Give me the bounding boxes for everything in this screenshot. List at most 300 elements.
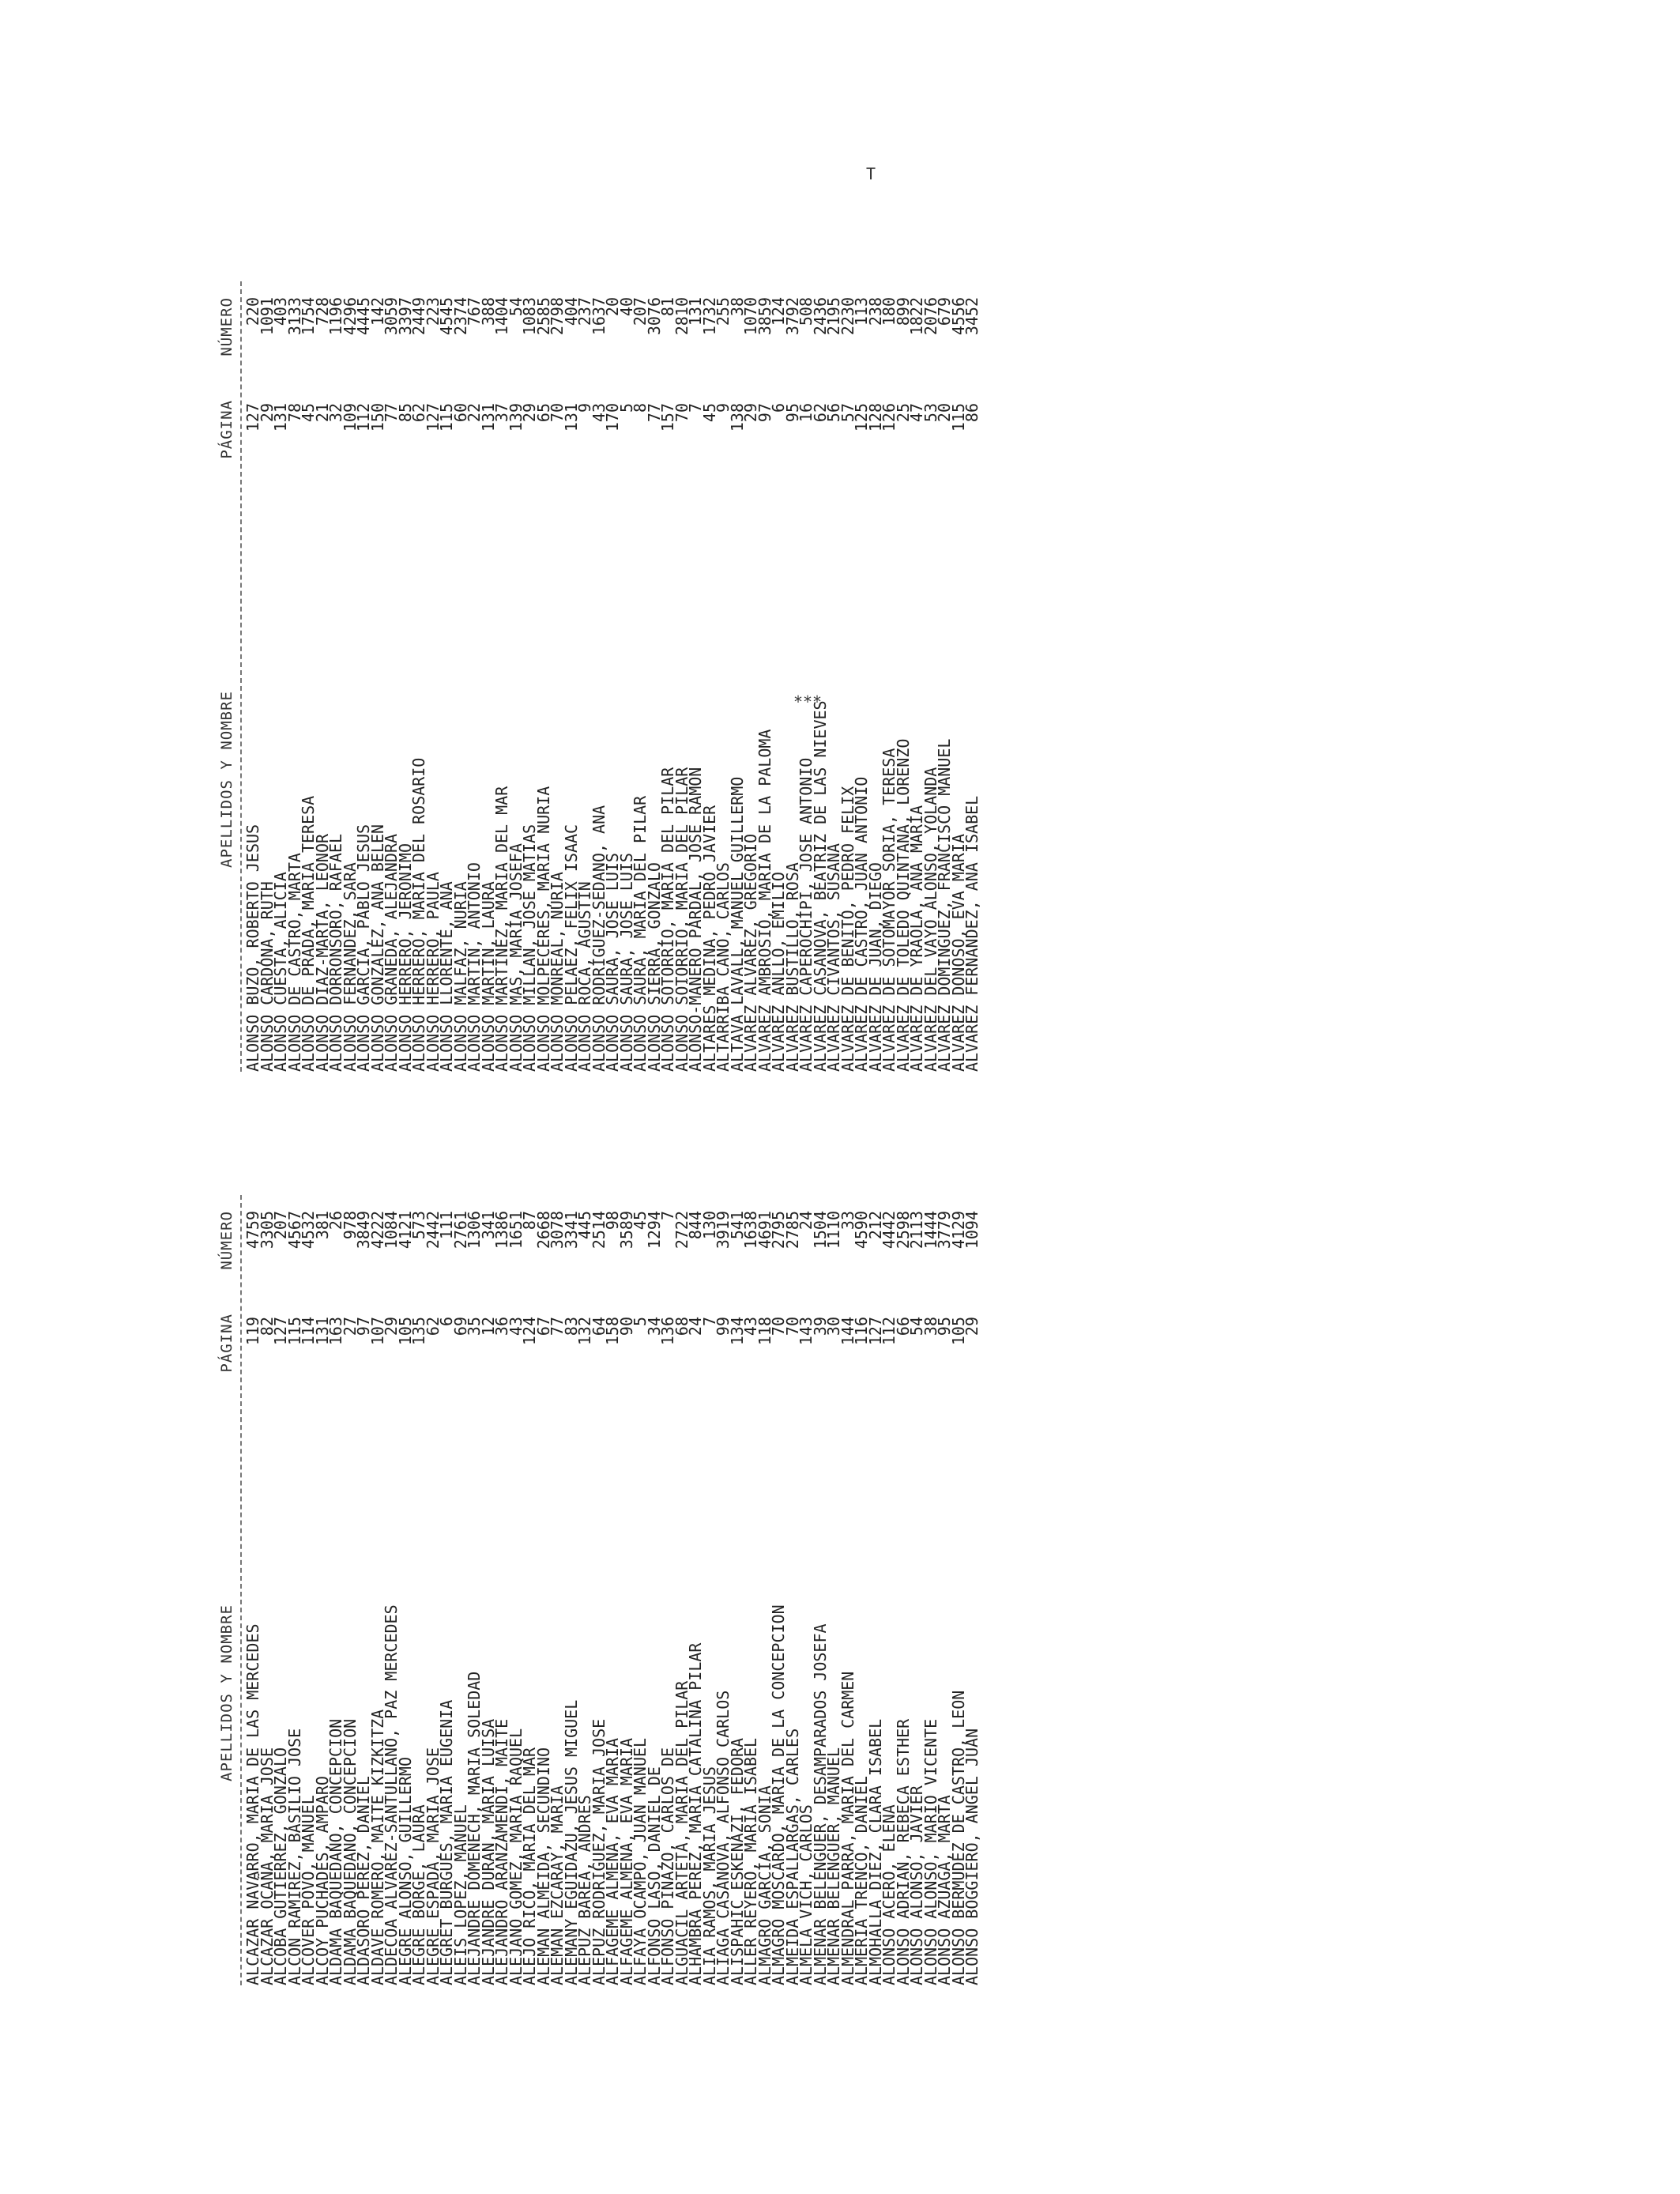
row-page: 158 — [603, 1317, 622, 1346]
row-name: ALONSO MALFAZ, NURIA — [450, 881, 470, 1072]
row-number: 142 — [367, 297, 387, 326]
row-name: ALEMAN EZCARAY, MARIA — [548, 1785, 567, 1985]
row-page: 77 — [548, 1317, 567, 1336]
row-number: 1294 — [644, 1211, 664, 1250]
row-page: 68 — [672, 1317, 691, 1336]
row-name: ALONSO ALONSO, JAVIER — [907, 1785, 926, 1985]
row-page: 37 — [492, 403, 511, 423]
row-name: ALFAYA OCAMPO, JUAN MANUEL — [631, 1737, 650, 1985]
row-number: 130 — [699, 1211, 719, 1240]
row-page: 124 — [520, 1317, 539, 1346]
row-name: ALONSO HERRERO, PAULA — [423, 872, 443, 1072]
row-number: 1306 — [465, 1211, 484, 1250]
row-number: 3919 — [714, 1211, 733, 1250]
row-page: 136 — [658, 1317, 677, 1346]
row-page: 56 — [824, 403, 843, 423]
row-name: ALVAREZ FERNANDEZ, ANA ISABEL — [962, 795, 981, 1072]
row-name: ALONSO MILLAN, JOSE MATIAS — [520, 824, 539, 1072]
row-number: 2795 — [769, 1211, 788, 1250]
row-name: ALONSO MARTINEZ, MARIA DEL MAR — [492, 786, 511, 1072]
row-name: ALEJANDRE DOMENECH, MARIA SOLEDAD — [465, 1671, 484, 1985]
row-page: 24 — [686, 1317, 705, 1336]
row-name: ALGUACIL ARTETA, MARIA DEL PILAR — [672, 1680, 691, 1985]
row-page: 7 — [699, 1317, 719, 1327]
row-number: 2514 — [589, 1211, 608, 1250]
right-header — [204, 139, 239, 1072]
row-page: 20 — [935, 403, 954, 423]
row-name: ALONSO GRAÑEDA, ALEJANDRA — [382, 833, 401, 1072]
row-number: 2442 — [423, 1211, 443, 1250]
row-name: ALCOVER POVO, MANUEL — [299, 1795, 318, 1985]
row-number: 3452 — [962, 297, 981, 336]
row-page: 43 — [741, 1317, 760, 1336]
row-page: 83 — [561, 1317, 581, 1336]
row-page: 78 — [284, 403, 304, 423]
row-number: 1444 — [921, 1211, 940, 1250]
row-number: 4442 — [880, 1211, 898, 1250]
row-name: ALISPAHIC ESKENAZI, FEDORA — [727, 1737, 747, 1985]
row-page: 163 — [326, 1317, 345, 1346]
left-column-block — [204, 1053, 980, 1985]
row-number: 3397 — [395, 297, 415, 336]
row-name: ALONSO BERMUDEZ DE CASTRO, LEON — [948, 1690, 968, 1985]
row-page: 82 — [257, 1317, 277, 1336]
row-number: 2449 — [409, 297, 428, 336]
row-number: 223 — [423, 297, 443, 326]
row-name: ALFAGEME ALMENA, EVA MARIA — [603, 1737, 622, 1985]
row-name: ALIAGA CASANOVA, ALFONSO CARLOS — [714, 1690, 733, 1985]
row-number: 1637 — [589, 297, 608, 336]
row-name: ALONSO FERNANDEZ, SARA — [340, 862, 360, 1072]
row-name: ALVAREZ DE CASTRO, JUAN ANTONIO — [852, 776, 871, 1072]
row-number: 2785 — [782, 1211, 802, 1250]
row-page: 77 — [382, 403, 401, 423]
row-number: 2230 — [838, 297, 857, 336]
row-number: 4222 — [367, 1211, 387, 1250]
left-rows — [243, 1053, 981, 1985]
row-page: 9 — [714, 403, 733, 413]
row-name: ALVAREZ AMBROSIO, MARIA DE LA PALOMA — [755, 729, 774, 1072]
row-number: 2113 — [907, 1211, 926, 1250]
row-page: 9 — [575, 403, 594, 413]
row-page: 6 — [437, 1317, 456, 1327]
header-rule — [240, 1195, 242, 1985]
header-page: PÁGINA — [218, 400, 235, 459]
row-page: 105 — [948, 1317, 968, 1346]
row-page: 22 — [465, 403, 484, 423]
row-number: 899 — [893, 297, 913, 326]
row-number: 1083 — [520, 297, 539, 336]
row-page: 115 — [284, 1317, 304, 1346]
row-page: 54 — [907, 1317, 926, 1336]
row-name: ALONSO BUZO, ROBERTO JESUS — [243, 824, 262, 1072]
row-page: 34 — [644, 1317, 664, 1336]
row-name: ALEPUZ RODRIGUEZ, MARIA JOSE — [589, 1718, 608, 1985]
row-name: ALONSO PELAEZ, FELIX ISAAC — [561, 824, 581, 1072]
row-name: ALONSO HERRERO, MARIA DEL ROSARIO — [409, 757, 428, 1072]
row-number: 1651 — [506, 1211, 525, 1250]
header-name: APELLIDOS Y NOMBRE — [218, 691, 235, 868]
row-number: 3133 — [284, 297, 304, 336]
row-page: 105 — [395, 1317, 415, 1346]
row-number: 220 — [243, 297, 262, 326]
row-page: 95 — [935, 1317, 954, 1336]
row-name: ALVAREZ BUSTILLO, ROSA — [782, 862, 802, 1072]
row-number: 404 — [561, 297, 581, 326]
row-page: 65 — [533, 403, 553, 423]
row-page: 134 — [727, 1317, 747, 1346]
row-name: ALVAREZ DE SOTOMAYOR SORIA, TERESA — [880, 748, 898, 1072]
row-number: 1091 — [257, 297, 277, 336]
row-page: 112 — [354, 403, 373, 432]
row-number: 3341 — [561, 1211, 581, 1250]
row-number: 4445 — [354, 297, 373, 336]
row-name: ALTAVA LAVALL, MANUEL GUILLERMO — [727, 776, 747, 1072]
row-page: 90 — [616, 1317, 636, 1336]
row-page: 115 — [437, 403, 456, 432]
row-name: ALONSO GARCIA, PABLO JESUS — [354, 824, 373, 1072]
row-number: 3792 — [782, 297, 802, 336]
row-number: 3779 — [935, 1211, 954, 1250]
row-number: 2195 — [824, 297, 843, 336]
row-number: 381 — [312, 1211, 332, 1240]
margin-mark-t: T — [865, 164, 876, 183]
row-name: ALDECOA ALVAREZ-SANTULLANO, PAZ MERCEDES — [382, 1604, 401, 1985]
row-name: ALEGRE BORGE, LAURA — [409, 1804, 428, 1985]
row-page: 21 — [312, 403, 332, 423]
row-number: 4567 — [284, 1211, 304, 1250]
row-number: 54 — [506, 297, 525, 317]
row-number: 767 — [465, 297, 484, 326]
row-number: 978 — [340, 1211, 360, 1240]
row-number: 2374 — [450, 297, 470, 336]
row-name: ALCOY PUCHADES, AMPARO — [312, 1776, 332, 1985]
row-page: 47 — [907, 403, 926, 423]
row-name: ALMENAR BELENGUER, DESAMPARADOS JOSEFA — [810, 1623, 830, 1985]
row-name: ALVAREZ DE JUAN, DIEGO — [865, 862, 885, 1072]
row-number: 1094 — [962, 1211, 981, 1250]
row-number: 2585 — [533, 297, 553, 336]
row-page: 131 — [312, 1317, 332, 1346]
row-page: 53 — [921, 403, 940, 423]
row-name: ALTARRIBA CANO, CARLOS — [714, 862, 733, 1072]
row-number: 844 — [686, 1211, 705, 1240]
row-name: ALCON RAMIREZ, BASILIO JOSE — [284, 1728, 304, 1985]
row-number: 1386 — [492, 1211, 511, 1250]
row-number: 111 — [437, 1211, 456, 1240]
row-page: 109 — [340, 403, 360, 432]
row-number: 2436 — [810, 297, 830, 336]
row-page: 127 — [271, 1317, 290, 1346]
row-number: 1732 — [699, 297, 719, 336]
row-number: 4296 — [340, 297, 360, 336]
row-number: 3076 — [644, 297, 664, 336]
row-page: 12 — [478, 1317, 498, 1336]
header-page: PÁGINA — [218, 1314, 235, 1373]
row-page: 127 — [243, 403, 262, 432]
row-name: ALVAREZ ALVAREZ, GREGORIO — [741, 833, 760, 1072]
row-number: 131 — [686, 297, 705, 326]
row-page: 112 — [880, 1317, 898, 1346]
row-number: 1504 — [810, 1211, 830, 1250]
row-number: 4532 — [299, 1211, 318, 1250]
row-page: 85 — [395, 403, 415, 423]
row-page: 67 — [533, 1317, 553, 1336]
row-name: ALCOBA GUTIERREZ, GONZALO — [271, 1747, 290, 1985]
row-page: 62 — [810, 403, 830, 423]
row-name: ALDAMA BAQUEDANO, CONCEPCION — [340, 1718, 360, 1985]
row-name: ALMENAR BELENGUER, MANUEL — [824, 1747, 843, 1985]
row-page: 35 — [465, 1317, 484, 1336]
row-page: 38 — [921, 1317, 940, 1336]
row-name: ALMELA VICH, CARLOS — [797, 1804, 816, 1985]
row-name: ALONSO SOTORRIO, MARIA DEL PILAR — [658, 767, 677, 1072]
row-page: 69 — [450, 1317, 470, 1336]
row-number: 124 — [769, 297, 788, 326]
row-name: ALONSO MONREAL, NURIA — [548, 872, 567, 1072]
row-page: 29 — [741, 403, 760, 423]
row-name: ALLER REYERO, MARIA ISABEL — [741, 1737, 760, 1985]
row-name: ALONSO CARDONA, RUTH — [257, 881, 277, 1072]
row-number: 207 — [271, 1211, 290, 1240]
row-page: 43 — [506, 1317, 525, 1336]
row-name: ALEGRE ESPADA, MARIA JOSE — [423, 1747, 443, 1985]
row-number: 2722 — [672, 1211, 691, 1250]
row-page: 135 — [409, 1317, 428, 1346]
row-page: 62 — [409, 403, 428, 423]
row-page: 126 — [880, 403, 898, 432]
row-number: 1822 — [907, 297, 926, 336]
row-page: 36 — [492, 1317, 511, 1336]
row-name: ALONSO SAURA, JOSE LUIS — [616, 853, 636, 1072]
list-row — [962, 1053, 981, 1985]
row-number: 2076 — [921, 297, 940, 336]
row-page: 131 — [478, 403, 498, 432]
row-name: ALONSO ALONSO, MARIO VICENTE — [921, 1718, 940, 1985]
row-number: 4691 — [755, 1211, 774, 1250]
list-row — [962, 139, 981, 1072]
row-page: 127 — [865, 1317, 885, 1346]
row-number: 255 — [714, 297, 733, 326]
row-name: ALEMANY EGUIDAZU, JESUS MIGUEL — [561, 1699, 581, 1985]
row-name: ALONSO MAS, MARIA JOSEFA — [506, 843, 525, 1072]
row-page: 66 — [893, 1317, 913, 1336]
row-name: ALONSO MARTIN, ANTONIO — [465, 862, 484, 1072]
row-number: 4556 — [948, 297, 968, 336]
row-number: 26 — [326, 1211, 345, 1231]
row-page: 6 — [769, 403, 788, 413]
row-page: 138 — [727, 403, 747, 432]
header-number: NÚMERO — [218, 297, 235, 356]
row-name: ALONSO HERRERO, JERONIMO — [395, 843, 415, 1072]
row-number: 2761 — [450, 1211, 470, 1250]
row-page: 144 — [838, 1317, 857, 1346]
row-number: 508 — [797, 297, 816, 326]
row-name: ALVAREZ DE TOLEDO QUINTANA, LORENZO — [893, 738, 913, 1072]
row-page: 99 — [714, 1317, 733, 1336]
row-number: 679 — [935, 297, 954, 326]
row-name: ALDAMA BAQUEDANO, CONCEPCION — [326, 1718, 345, 1985]
row-number: 24 — [797, 1211, 816, 1231]
row-name: ALVAREZ CIVANTOS, SUSANA — [824, 843, 843, 1072]
row-page: 39 — [810, 1317, 830, 1336]
row-number: 87 — [520, 1211, 539, 1231]
row-name: ALONSO DE CASTRO, MARTA — [284, 853, 304, 1072]
row-number: 81 — [658, 297, 677, 317]
row-number: 4121 — [395, 1211, 415, 1250]
row-name: ALONSO DIAZ-MARTA, LEONOR — [312, 833, 332, 1072]
row-name: ALONSO DE PRADA, MARIA TERESA — [299, 795, 318, 1072]
row-number: 238 — [865, 297, 885, 326]
row-name: ALEPUZ BAREA, ANDRES — [575, 1795, 594, 1985]
row-page: 32 — [326, 403, 345, 423]
row-number: 4759 — [243, 1211, 262, 1250]
row-number: 3589 — [616, 1211, 636, 1250]
row-page: 70 — [548, 403, 567, 423]
row-number: 45 — [631, 1211, 650, 1231]
row-name: ALVAREZ DE BENITO, PEDRO FELIX — [838, 786, 857, 1072]
header-number: NÚMERO — [218, 1211, 235, 1270]
row-page: 70 — [782, 1317, 802, 1336]
row-name: ALVAREZ DEL VAYO ALONSO, YOLANDA — [921, 767, 940, 1072]
right-rows — [243, 139, 981, 1072]
row-page: 97 — [755, 403, 774, 423]
row-page: 116 — [852, 1317, 871, 1346]
row-number: 1404 — [492, 297, 511, 336]
header-rule — [240, 281, 242, 1072]
row-name: ALONSO MARTIN, LAURA — [478, 881, 498, 1072]
row-name: ALFONSO PINAZO, CARLOS DE — [658, 1747, 677, 1985]
row-page: 64 — [589, 1317, 608, 1336]
row-name: ALONSO LLORENTE, ANA — [437, 881, 456, 1072]
header-name: APELLIDOS Y NOMBRE — [218, 1604, 235, 1781]
row-page: 157 — [658, 403, 677, 432]
row-page: 62 — [423, 1317, 443, 1336]
row-page: 29 — [520, 403, 539, 423]
row-page: 29 — [257, 403, 277, 423]
row-number: 4590 — [852, 1211, 871, 1250]
row-name: ALIA RAMOS, MARIA JESUS — [699, 1766, 719, 1985]
row-page: 170 — [603, 403, 622, 432]
row-number: 1084 — [382, 1211, 401, 1250]
row-number: 541 — [727, 1211, 747, 1240]
row-page: 118 — [755, 1317, 774, 1346]
row-name: ALMENDRAL PARRA, MARIA DEL CARMEN — [838, 1671, 857, 1985]
row-number: 180 — [880, 297, 898, 326]
row-name: ALEGRE ALONSO, GUILLERMO — [395, 1757, 415, 1985]
row-page: 57 — [838, 403, 857, 423]
row-name: ALONSO-MAÑERO PARDAL, JOSE RAMON — [686, 767, 705, 1072]
row-name: ALCAZAR OCAÑA, MARIA JOSE — [257, 1747, 277, 1985]
row-name: ALEMAN ALMEIDA, SECUNDINO — [533, 1747, 553, 1985]
row-name: ALONSO ROCA, AGUSTIN — [575, 881, 594, 1072]
row-number: 40 — [616, 297, 636, 317]
row-page: 60 — [450, 403, 470, 423]
row-page: 29 — [962, 1317, 981, 1336]
row-name: ALMAGRO GARCIA, SONIA — [755, 1785, 774, 1985]
row-number: 3859 — [755, 297, 774, 336]
row-page: 125 — [852, 403, 871, 432]
row-number: 1196 — [326, 297, 345, 336]
row-page: 114 — [299, 1317, 318, 1346]
row-page: 77 — [644, 403, 664, 423]
row-number: 1110 — [824, 1211, 843, 1250]
row-name: ALEIS LOPEZ, MANUEL — [450, 1804, 470, 1985]
row-name: ALVAREZ ANLLO, EMILIO — [769, 872, 788, 1072]
row-number: 403 — [271, 297, 290, 326]
row-number: 573 — [409, 1211, 428, 1240]
row-name: ALVAREZ DONOSO, EVA MARIA — [948, 833, 968, 1072]
row-page: 132 — [575, 1317, 594, 1346]
row-name: ALONSO SIERRA, GONZALO — [644, 862, 664, 1072]
row-name: ALONSO RODRIGUEZ-SEDANO, ANA — [589, 805, 608, 1072]
row-number: 728 — [312, 297, 332, 326]
row-name: ALONSO ACERO, ELENA — [880, 1804, 898, 1985]
row-number: 7 — [658, 1211, 677, 1221]
row-page: 127 — [423, 403, 443, 432]
row-number: 2798 — [548, 297, 567, 336]
row-page: 5 — [631, 1317, 650, 1327]
row-name: ALVAREZ CASANOVA, BEATRIZ DE LAS NIEVES — [810, 700, 830, 1072]
left-header — [204, 1053, 239, 1985]
row-number: 33 — [838, 1211, 857, 1231]
row-page: 25 — [893, 403, 913, 423]
row-name: ALMERIA TRENCO, DANIEL — [852, 1776, 871, 1985]
row-name: ALONSO ADRIAN, REBECA ESTHER — [893, 1718, 913, 1985]
row-number: 2810 — [672, 297, 691, 336]
row-number: 388 — [478, 297, 498, 326]
row-name: ALVAREZ DOMINGUEZ, FRANCISCO MANUEL — [935, 738, 954, 1072]
row-name: ALVAREZ DE YRAOLA, ANA MARIA — [907, 805, 926, 1072]
row-number: 207 — [631, 297, 650, 326]
row-name: ALONSO AZUAGA, MARTA — [935, 1795, 954, 1985]
row-page: 45 — [299, 403, 318, 423]
row-name: ALHAMBRA PEREZ, MARIA CATALINA PILAR — [686, 1642, 705, 1985]
row-number: 20 — [603, 297, 622, 317]
row-name: ALTARES MEDINA, PEDRO JAVIER — [699, 805, 719, 1072]
row-name: ALMAGRO MOSCARDO, MARIA DE LA CONCEPCION — [769, 1604, 788, 1985]
row-number: 3849 — [354, 1211, 373, 1250]
row-page: 8 — [631, 403, 650, 413]
row-page: 27 — [340, 1317, 360, 1336]
row-page: 119 — [243, 1317, 262, 1346]
row-number: 2668 — [533, 1211, 553, 1250]
row-page: 131 — [271, 403, 290, 432]
row-number: 4129 — [948, 1211, 968, 1250]
row-name: ALMOHALLA DIEZ, CLARA ISABEL — [865, 1718, 885, 1985]
margin-mark-stars: *** — [793, 692, 823, 711]
row-page: 30 — [824, 1317, 843, 1336]
row-page: 29 — [382, 1317, 401, 1336]
row-name: ALONSO SAURA, JOSE LUIS — [603, 853, 622, 1072]
row-name: ALMEIDA ESPALLARGAS, CARLES — [782, 1728, 802, 1985]
row-number: 445 — [575, 1211, 594, 1240]
row-number: 1638 — [741, 1211, 760, 1250]
row-page: 95 — [782, 403, 802, 423]
row-name: ALONSO SOTORRIO, MARIA DEL PILAR — [672, 767, 691, 1072]
row-number: 4545 — [437, 297, 456, 336]
row-name: ALONSO MOLPECERES, MARIA NURIA — [533, 786, 553, 1072]
row-number: 2598 — [893, 1211, 913, 1250]
row-page: 131 — [561, 403, 581, 432]
row-page: 143 — [797, 1317, 816, 1346]
row-number: 3305 — [257, 1211, 277, 1250]
row-number: 3078 — [548, 1211, 567, 1250]
row-name: ALCAZAR NAVARRO, MARIA DE LAS MERCEDES — [243, 1623, 262, 1985]
row-number: 98 — [603, 1211, 622, 1231]
row-number: 113 — [852, 297, 871, 326]
row-name: ALONSO DORRONSORO, RAFAEL — [326, 833, 345, 1072]
